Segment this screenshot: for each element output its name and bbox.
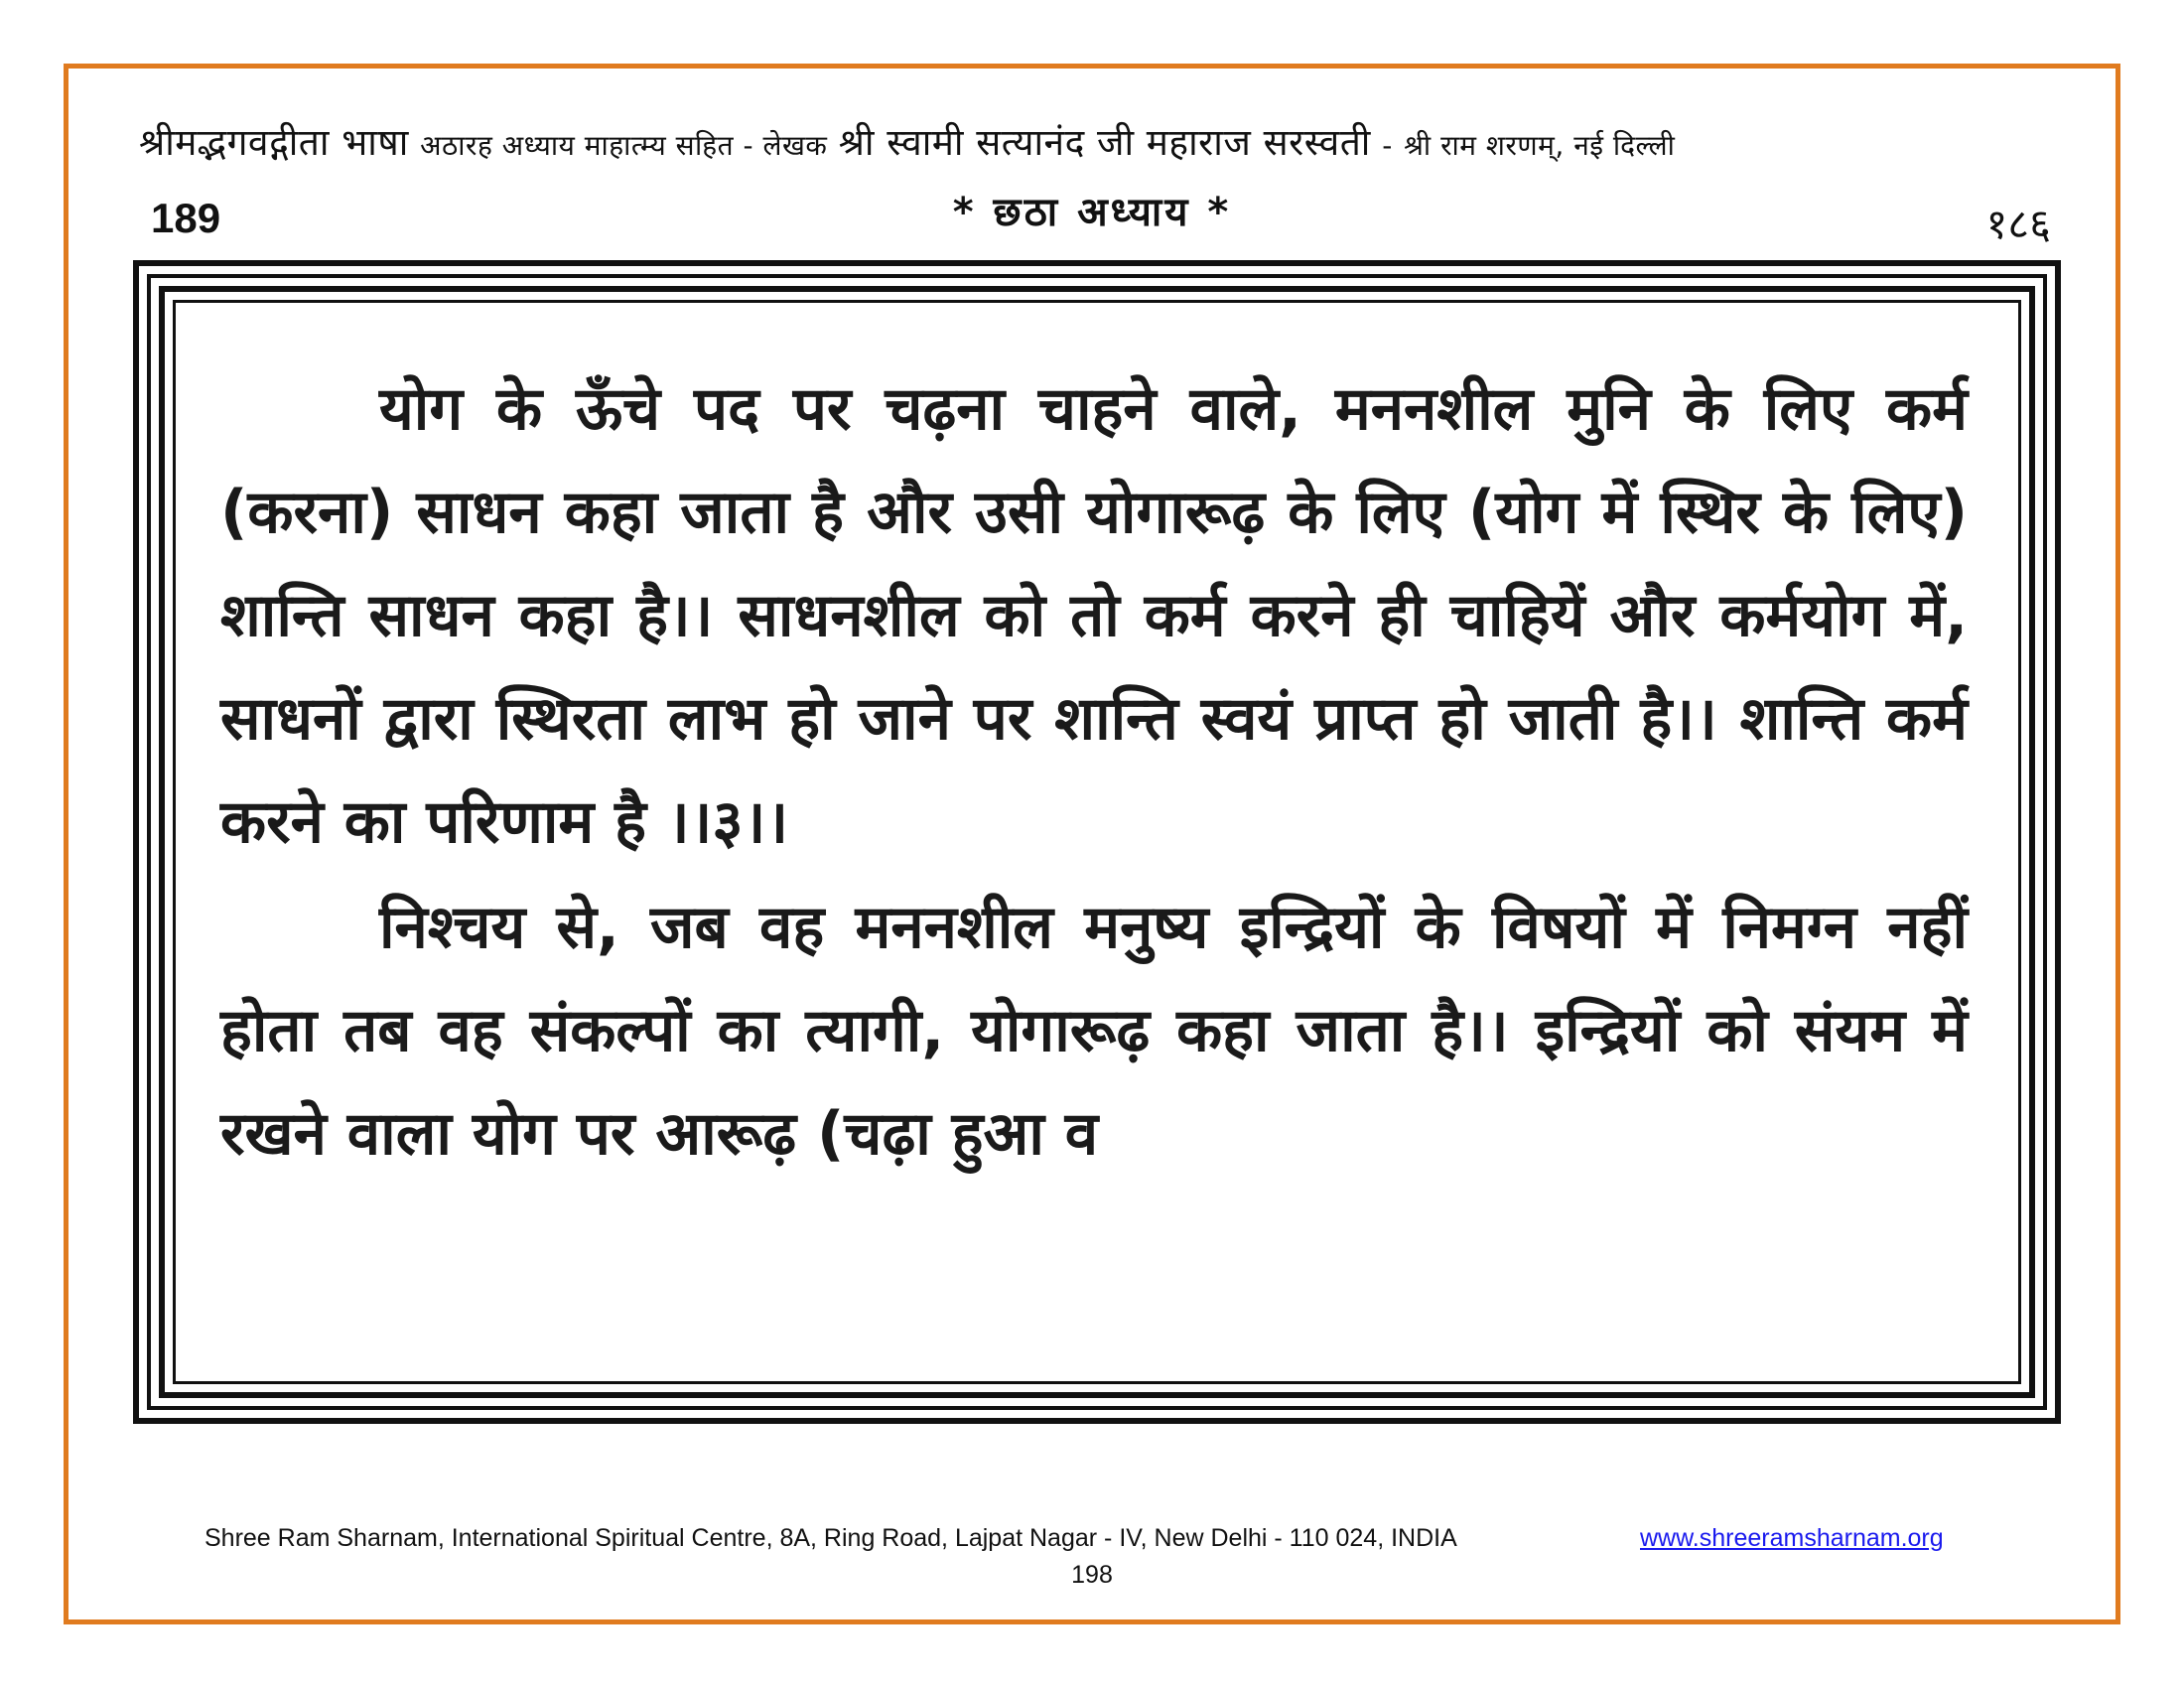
page-number-left: 189 — [151, 195, 221, 241]
page-number-right: १८६ — [1985, 200, 2051, 248]
footer-page-number: 198 — [1071, 1561, 1113, 1589]
running-header — [139, 115, 2065, 166]
book-title: श्रीमद्भगवद्गीता भाषा — [139, 121, 409, 164]
header-publisher: श्री राम शरणम्, नई दिल्ली — [1404, 129, 1676, 162]
header-subtitle: अठारह अध्याय माहात्म्य सहित - लेखक — [420, 129, 828, 162]
body-text — [220, 357, 1968, 1186]
chapter-title: * छठा अध्याय * — [952, 190, 1232, 235]
header-author: श्री स्वामी सत्यानंद जी महाराज सरस्वती — [838, 121, 1371, 164]
header-separator: - — [1382, 129, 1393, 162]
website-link[interactable]: www.shreeramsharnam.org — [1640, 1524, 1944, 1552]
paragraph-2: निश्चय से, जब वह मननशील मनुष्य इन्द्रियों के विषयों में निमग्न नहीं होता तब वह संकल्पों का त्यागी, योगारूढ़ कहा जाता है।। इन्द्रियों को संयम में रखने वाला योग पर आरूढ़ (चढ़ा हुआ व — [220, 893, 1968, 1169]
footer-address: Shree Ram Sharnam, International Spiritual Centre, 8A, Ring Road, Lajpat Nagar - IV, New Delhi - 110 024, INDIA — [205, 1524, 1457, 1552]
paragraph-1: योग के ऊँचे पद पर चढ़ना चाहने वाले, मननशील मुनि के लिए कर्म (करना) साधन कहा जाता है और उसी योगारूढ़ के लिए (योग में स्थिर के लिए) शान्ति साधन कहा है।। साधनशील को तो कर्म करने ही चाहियें और कर्मयोग में, साधनों द्वारा स्थिरता लाभ हो जाने पर शान्ति स्वयं प्राप्त हो जाती है।। शान्ति कर्म करने का परिणाम है ।।३।। — [220, 374, 1968, 857]
